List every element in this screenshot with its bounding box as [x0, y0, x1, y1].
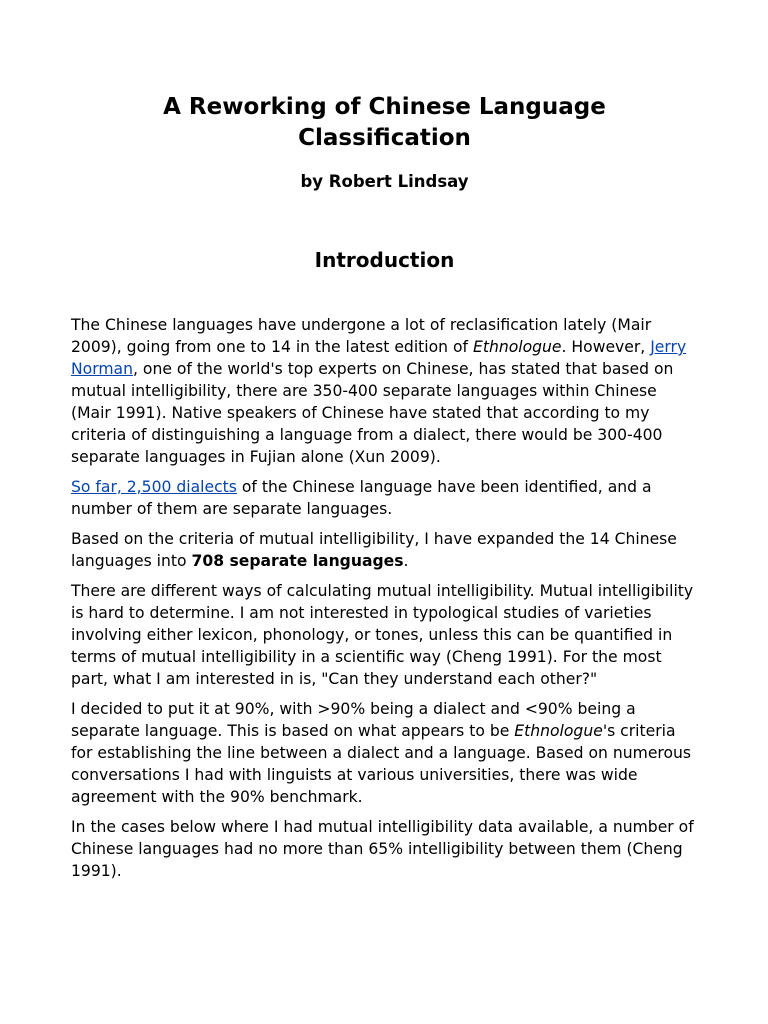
- paragraph-6-text-a: In the cases below where I had mutual intelligibility data available, a number of Chinese languages had no more than 65% intelligibility between them (Cheng 1991).: [71, 818, 694, 880]
- title-line-2: Classification: [298, 125, 471, 151]
- document-title: [71, 0, 698, 154]
- section-heading-introduction: Introduction: [314, 248, 455, 272]
- paragraph-1-text-b: . However,: [561, 338, 651, 356]
- paragraph-2-text-a: of the Chinese language have been identified, and a number of them are separate languages.: [71, 478, 652, 518]
- author-byline: by Robert Lindsay: [300, 172, 469, 191]
- separate-languages-count: 708 separate languages: [191, 552, 404, 570]
- paragraph-4-text-a: There are different ways of calculating mutual intelligibility. Mutual intelligibility is hard to determine. I am not interested in typological studies of varieties involving either lexicon, phonology, or tones, unless this can be quantified in terms of mutual intelligibility in a scientific way (Cheng 1991). For the most part, what I am interested in is, "Can they understand each other?": [71, 582, 694, 688]
- paragraph-5: [71, 698, 698, 808]
- paragraph-3-text-a: Based on the criteria of mutual intelligibility, I have expanded the 14 Chinese languages into: [71, 530, 677, 570]
- paragraph-3-text-b: .: [403, 552, 409, 570]
- paragraph-5-text-a: I decided to put it at 90%, with >90% being a dialect and <90% being a separate language. This is based on what appears to be: [71, 700, 636, 740]
- jerry-norman-link[interactable]: Jerry Norman: [71, 338, 687, 378]
- paragraph-5-text-b: 's criteria for establishing the line between a dialect and a language. Based on numerous conversations I had with linguists at various universities, there was wide agreement with the 90% benchmark.: [71, 722, 692, 806]
- ethnologue-emphasis-2: Ethnologue: [514, 722, 603, 740]
- paragraph-3: [71, 528, 698, 572]
- paragraph-2: [71, 476, 698, 520]
- paragraph-1-text-c: , one of the world's top experts on Chinese, has stated that based on mutual intelligibility, there are 350-400 separate languages within Chinese (Mair 1991). Native speakers of Chinese have stated that according to my criteria of distinguishing a language from a dialect, there would be 300-400 separate languages in Fujian alone (Xun 2009).: [71, 360, 674, 466]
- title-line-1: A Reworking of Chinese Language: [163, 94, 606, 120]
- dialects-link[interactable]: So far, 2,500 dialects: [71, 478, 237, 496]
- paragraph-6: [71, 816, 698, 882]
- ethnologue-emphasis: Ethnologue: [472, 338, 562, 356]
- paragraph-1: [71, 314, 698, 468]
- paragraph-1-text-a: The Chinese languages have undergone a lot of reclasification lately (Mair 2009), going from one to 14 in the latest edition of: [71, 316, 652, 356]
- paragraph-4: [71, 580, 698, 690]
